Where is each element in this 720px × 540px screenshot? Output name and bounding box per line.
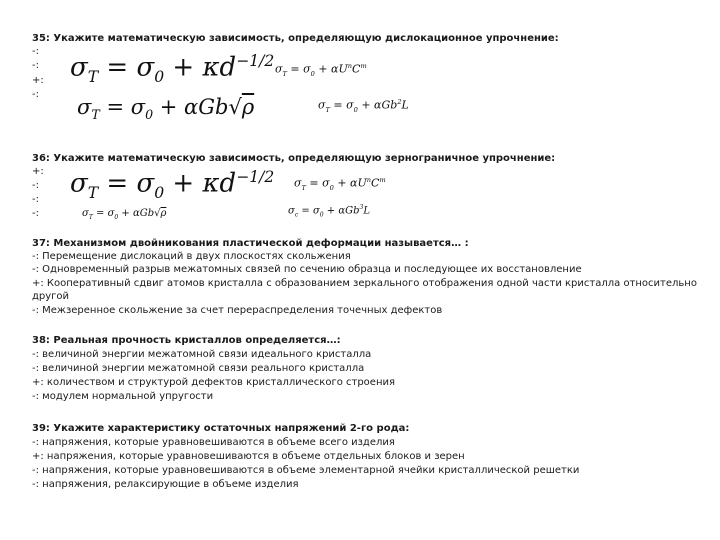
question-35-title: 35: Укажите математическую зависимость, определяющую дислокационное упрочнение: bbox=[32, 33, 559, 44]
q38-option-2: -: величиной энергии межатомной связи реального кристалла bbox=[32, 363, 365, 374]
q35-marker-4: -: bbox=[32, 89, 39, 100]
q36-formula-gb3l: $\sigma_c = \sigma_0 + \alpha Gb^3L$ bbox=[288, 204, 370, 219]
q38-option-3: +: количеством и структурой дефектов кристаллического строения bbox=[32, 377, 395, 388]
q36-marker-4: -: bbox=[32, 208, 39, 219]
question-37-title: 37: Механизмом двойникования пластической деформации называется… : bbox=[32, 238, 469, 249]
q37-option-2: -: Одновременный разрыв межатомных связей по сечению образца и последующее их восстановление bbox=[32, 264, 582, 275]
q39-option-3: -: напряжения, которые уравновешиваются в объеме элементарной ячейки кристаллической решетки bbox=[32, 465, 580, 476]
q39-option-1: -: напряжения, которые уравновешиваются в объеме всего изделия bbox=[32, 437, 395, 448]
question-36-title: 36: Укажите математическую зависимость, определяющую зернограничное упрочнение: bbox=[32, 153, 556, 164]
q35-formula-u-c: $\sigma_T = \sigma_0 + \alpha U^nC^m$ bbox=[275, 62, 367, 78]
q35-marker-2: -: bbox=[32, 60, 39, 71]
q35-formula-gb2l: $\sigma_T = \sigma_0 + \alpha Gb^2L$ bbox=[318, 98, 409, 114]
q35-formula-hall-petch: $\sigma_T = \sigma_0 + \kappa d^{-1/2}$ bbox=[70, 52, 275, 86]
q35-formula-taylor: $\sigma_T = \sigma_0 + \alpha Gb√\rho$ bbox=[77, 95, 255, 123]
question-39-title: 39: Укажите характеристику остаточных напряжений 2-го рода: bbox=[32, 423, 410, 434]
q38-option-1: -: величиной энергии межатомной связи идеального кристалла bbox=[32, 349, 372, 360]
q36-marker-3: -: bbox=[32, 194, 39, 205]
q36-formula-taylor: $\sigma_T = \sigma_0 + \alpha Gb√\rho$ bbox=[82, 208, 167, 221]
q36-formula-hall-petch: $\sigma_T = \sigma_0 + \kappa d^{-1/2}$ bbox=[70, 168, 275, 202]
q36-marker-2: -: bbox=[32, 180, 39, 191]
question-38-title: 38: Реальная прочность кристаллов определяется…: bbox=[32, 335, 341, 346]
q37-option-3-continued: другой bbox=[32, 291, 70, 302]
q39-option-2: +: напряжения, которые уравновешиваются в объеме отдельных блоков и зерен bbox=[32, 451, 465, 462]
q37-option-3: +: Кооперативный сдвиг атомов кристалла с образованием зеркального отображения одной части кристалла относительно bbox=[32, 278, 697, 289]
q38-option-4: -: модулем нормальной упругости bbox=[32, 391, 214, 402]
q35-marker-3: +: bbox=[32, 75, 44, 86]
q35-marker-1: -: bbox=[32, 46, 39, 57]
q37-option-1: -: Перемещение дислокаций в двух плоскостях скольжения bbox=[32, 251, 351, 262]
q36-formula-u-c: $\sigma_T = \sigma_0 + \alpha U^nC^m$ bbox=[294, 176, 386, 192]
q39-option-4: -: напряжения, релаксирующие в объеме изделия bbox=[32, 479, 299, 490]
q37-option-4: -: Межзеренное скольжение за счет перераспределения точечных дефектов bbox=[32, 305, 443, 316]
q36-marker-1: +: bbox=[32, 166, 44, 177]
